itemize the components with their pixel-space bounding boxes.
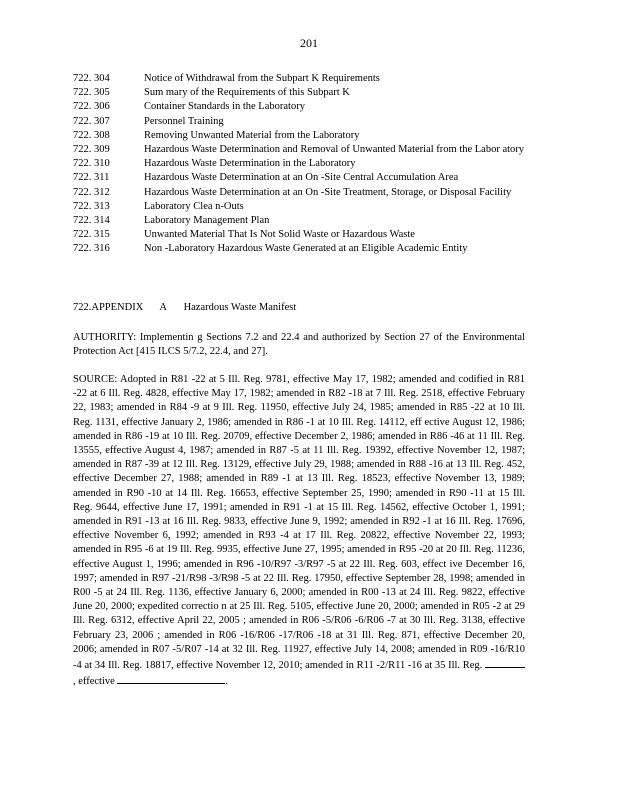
section-title: Hazardous Waste Determination and Removal of Unwanted Material from the Labor atory bbox=[144, 144, 525, 156]
toc-row bbox=[73, 242, 525, 256]
source-text: SOURCE: Adopted in R81 -22 at 5 Ill. Reg. 9781, effective May 17, 1982; amended and codified in R81 -22 at 6 Ill. Reg. 4828, effective May 17, 1982; amended in R82 -18 at 7 Ill. Reg. 2518, effective February 22, 1983; amended in R84 -9 at 9 Ill. Reg. 11950, effective July 24, 1985; amended in R85 -22 at 10 Ill. Reg. 1131, effective January 2, 1986; amended in R86 -1 at 10 Ill. Reg. 14112, eff ective August 12, 1986; amended in R86 -19 at 10 Ill. Reg. 20709, effective December 2, 1986; amended in R86 -46 at 11 Ill. Reg. 13555, effective August 4, 1987; amended in R87 -5 at 11 Ill. Reg. 19392, effective November 12, 1987; amended in R87 -39 at 12 Ill. Reg. 13129, effective July 29, 1988; amended in R88 -16 at 13 Ill. Reg. 452, effective December 27, 1988; amended in R89 -1 at 13 Ill. Reg. 18523, effective November 13, 1989; amended in R90 -10 at 14 Ill. Reg. 16653, effective September 25, 1990; amended in R90 -11 at 15 Ill. Reg. 9644, effective June 17, 1991; amended in R91 -1 at 15 Ill. Reg. 14562, effective October 1, 1991; amended in R91 -13 at 16 Ill. Reg. 9833, effective June 9, 1992; amended in R92 -1 at 16 Ill. Reg. 17696, effective November 6, 1992; amended in R93 -4 at 17 Ill. Reg. 20822, effective November 22, 1993; amended in R95 -6 at 19 Ill. Reg. 9935, effective June 27, 1995; amended in R95 -20 at 20 Ill. Reg. 11236, effective August 1, 1996; amended in R96 -10/R97 -3/R97 -5 at 22 Ill. Reg. 603, effect ive December 16, 1997; amended in R97 -21/R98 -3/R98 -5 at 22 Ill. Reg. 17950, effective September 28, 1998; amended in R00 -5 at 24 Ill. Reg. 1136, effective January 6, 2000; amended in R00 -13 at 24 Ill. Reg. 9822, effective June 20, 2000; expedited correctio n at 25 Ill. Reg. 5105, effective June 20, 2000; amended in R05 -2 at 29 Ill. Reg. 6312, effective April 22, 2005 ; amended in R06 -5/R06 -6/R06 -7 at 30 Ill. Reg. 3138, effective February 23, 2006 ; amended in R06 -16/R06 -17/R06 -18 at 31 Ill. Reg. 871, effective December 20, 2006; amended in R07 -5/R07 -14 at 32 Ill. Reg. 11927, effective July 14, 2008; amended in R09 -16/R10 -4 at 34 Ill. Reg. 18817, effective November 12, 2010; amended in R11 -2/R11 -16 at 35 Ill. Reg. bbox=[73, 374, 525, 672]
section-title: Laboratory Management Plan bbox=[144, 215, 270, 227]
source-paragraph bbox=[73, 373, 525, 689]
section-number: 722. 314 bbox=[73, 215, 110, 227]
period: . bbox=[225, 676, 229, 688]
section-number: 722. 316 bbox=[73, 243, 110, 255]
toc-row bbox=[73, 86, 525, 100]
section-number: 722. 309 bbox=[73, 144, 110, 156]
toc-row bbox=[73, 143, 525, 157]
section-title: Hazardous Waste Determination in the Laboratory bbox=[144, 158, 356, 170]
toc-row bbox=[73, 115, 525, 129]
section-title: Hazardous Waste Determination at an On -Site Central Accumulation Area bbox=[144, 172, 459, 184]
appendix-entry bbox=[73, 302, 310, 313]
appendix-title: Hazardous Waste Manifest bbox=[183, 302, 297, 313]
comma: , bbox=[73, 676, 76, 688]
toc-row bbox=[73, 214, 525, 228]
section-number: 722. 310 bbox=[73, 158, 110, 170]
section-title: Unwanted Material That Is Not Solid Waste or Hazardous Waste bbox=[144, 229, 415, 241]
section-number: 722. 313 bbox=[73, 200, 110, 212]
section-number: 722. 305 bbox=[73, 87, 110, 99]
blank-line bbox=[117, 673, 225, 684]
toc-row bbox=[73, 157, 525, 171]
authority-paragraph: AUTHORITY: Implementin g Sections 7.2 and 22.4 and authorized by Section 27 of the Environmental Protection Act [415 ILCS 5/7.2, 22.4, and 27]. bbox=[73, 332, 525, 358]
section-title: Personnel Training bbox=[144, 115, 224, 127]
section-number: 722. 315 bbox=[73, 229, 110, 241]
effective-label: effective bbox=[78, 676, 115, 688]
toc-row bbox=[73, 72, 525, 86]
section-title: Laboratory Clea n-Outs bbox=[144, 200, 244, 212]
appendix-label: 722.APPENDIX bbox=[73, 302, 144, 313]
section-title: Non -Laboratory Hazardous Waste Generated at an Eligible Academic Entity bbox=[144, 243, 468, 255]
toc-row bbox=[73, 100, 525, 114]
toc-row bbox=[73, 129, 525, 143]
section-title: Sum mary of the Requirements of this Subpart K bbox=[144, 87, 350, 99]
section-title: Removing Unwanted Material from the Laboratory bbox=[144, 129, 360, 141]
blank-line bbox=[485, 657, 525, 668]
toc-row bbox=[73, 171, 525, 185]
section-title: Hazardous Waste Determination at an On -Site Treatment, Storage, or Disposal Facility bbox=[144, 186, 512, 198]
section-title: Container Standards in the Laboratory bbox=[144, 101, 305, 113]
section-number: 722. 306 bbox=[73, 101, 110, 113]
page-number: 201 bbox=[300, 36, 318, 50]
section-number: 722. 311 bbox=[73, 172, 110, 184]
table-of-contents bbox=[73, 72, 525, 257]
section-title: Notice of Withdrawal from the Subpart K Requirements bbox=[144, 73, 380, 84]
section-number: 722. 304 bbox=[73, 73, 110, 84]
section-number: 722. 308 bbox=[73, 129, 110, 141]
toc-row bbox=[73, 186, 525, 200]
section-number: 722. 312 bbox=[73, 186, 110, 198]
toc-row bbox=[73, 228, 525, 242]
appendix-letter: A bbox=[159, 302, 167, 313]
toc-row bbox=[73, 200, 525, 214]
section-number: 722. 307 bbox=[73, 115, 110, 127]
